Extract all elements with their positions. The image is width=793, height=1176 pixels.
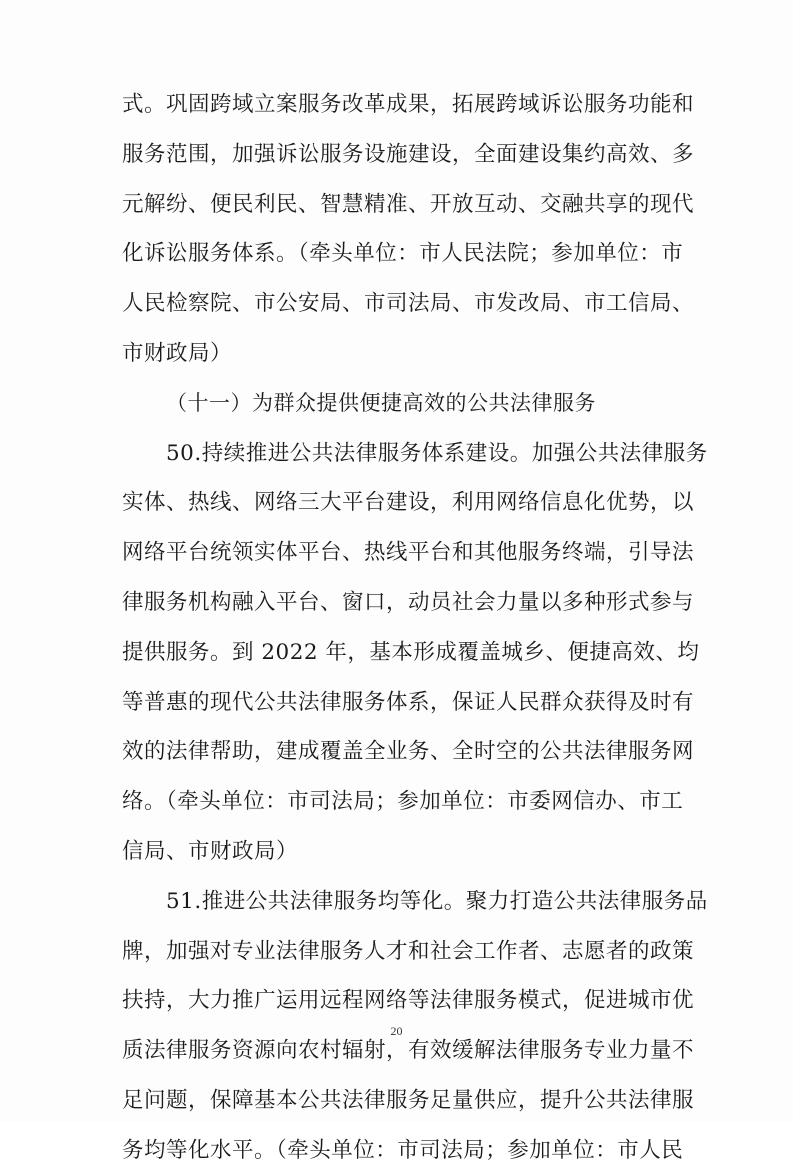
section-heading: （十一）为群众提供便捷高效的公共法律服务 — [166, 390, 596, 415]
paragraph-line: 实体、热线、网络三大平台建设，利用网络信息化优势，以 — [122, 490, 695, 516]
paragraph-line: 式。巩固跨域立案服务改革成果，拓展跨域诉讼服务功能和 — [122, 92, 695, 117]
paragraph-line: 50.持续推进公共法律服务体系建设。加强公共法律服务 — [166, 440, 708, 466]
paragraph-line: 市财政局） — [122, 340, 233, 366]
paragraph-line: 络。（牵头单位：市司法局；参加单位：市委网信办、市工 — [122, 789, 684, 815]
page-number: 20 — [390, 1024, 403, 1038]
paragraph-line: 提供服务。到 2022 年，基本形成覆盖城乡、便捷高效、均 — [122, 639, 700, 665]
paragraph-line: 化诉讼服务体系。（牵头单位：市人民法院；参加单位：市 — [122, 241, 684, 267]
paragraph-line: 人民检察院、市公安局、市司法局、市发改局、市工信局、 — [122, 291, 695, 317]
paragraph-line: 质法律服务资源向农村辐射，有效缓解法律服务专业力量不 — [122, 1038, 695, 1064]
paragraph-line: 等普惠的现代公共法律服务体系，保证人民群众获得及时有 — [122, 689, 695, 715]
paragraph-line: 效的法律帮助，建成覆盖全业务、全时空的公共法律服务网 — [122, 739, 695, 765]
paragraph-line: 51.推进公共法律服务均等化。聚力打造公共法律服务品 — [166, 888, 708, 914]
paragraph-line: 网络平台统领实体平台、热线平台和其他服务终端，引导法 — [122, 540, 695, 566]
paragraph-line: 元解纷、便民利民、智慧精准、开放互动、交融共享的现代 — [122, 191, 695, 217]
body-text — [122, 80, 708, 1176]
paragraph-line: 律服务机构融入平台、窗口，动员社会力量以多种形式参与 — [122, 589, 695, 615]
paragraph-line: 信局、市财政局） — [122, 838, 299, 864]
paragraph-line: 服务范围，加强诉讼服务设施建设，全面建设集约高效、多 — [122, 141, 695, 167]
paragraph-line: 牌，加强对专业法律服务人才和社会工作者、志愿者的政策 — [122, 938, 695, 964]
paragraph-line: 足问题，保障基本公共法律服务足量供应，提升公共法律服 — [122, 1087, 695, 1113]
paragraph-line: 扶持，大力推广运用远程网络等法律服务模式，促进城市优 — [122, 988, 695, 1014]
paragraph-line: 务均等化水平。（牵头单位：市司法局；参加单位：市人民 — [122, 1137, 684, 1163]
